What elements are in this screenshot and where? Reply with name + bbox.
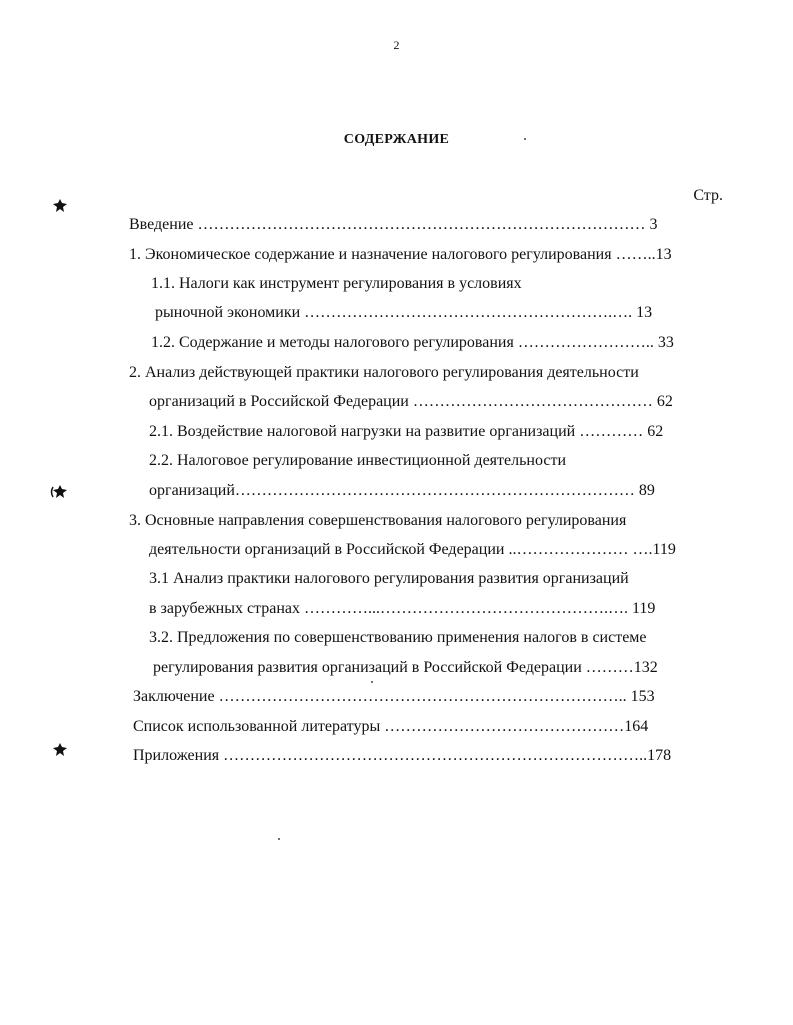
toc-entry: 1. Экономическое содержание и назначение налогового регулирования ……..13 <box>129 246 672 263</box>
toc-entry: организаций в Российской Федерации ……………………………………… 62 <box>149 393 673 410</box>
page-column-label: Стр. <box>693 187 723 204</box>
page-number: 2 <box>393 38 400 52</box>
toc-entry: Список использованной литературы ………………………………………164 <box>133 718 649 735</box>
punch-mark-icon <box>50 484 68 500</box>
punch-mark-icon <box>52 198 68 214</box>
toc-entry: организаций………………………………………………………………… 89 <box>149 482 655 499</box>
scan-speck <box>278 838 280 840</box>
scan-speck <box>371 681 373 683</box>
toc-entry: 3. Основные направления совершенствования налогового регулирования <box>129 512 627 529</box>
page-title: СОДЕРЖАНИЕ <box>343 132 450 147</box>
toc-entry: 2.2. Налоговое регулирование инвестиционной деятельности <box>149 452 567 469</box>
toc-entry: 1.1. Налоги как инструмент регулирования в условиях <box>151 275 522 292</box>
toc-entry: в зарубежных странах …………...…………………………………….…. 119 <box>149 600 656 617</box>
toc-entry: 3.1 Анализ практики налогового регулирования развития организаций <box>149 570 629 587</box>
scan-speck <box>524 138 526 140</box>
toc-entry: 2.1. Воздействие налоговой нагрузки на развитие организаций ………… 62 <box>149 423 664 440</box>
toc-entry: рыночной экономики ………………………………………………….…. 13 <box>155 304 653 321</box>
toc-entry: Приложения ……………………………………………………………………..178 <box>133 747 672 764</box>
toc-entry: 1.2. Содержание и методы налогового регулирования …………………….. 33 <box>151 334 674 351</box>
toc-entry: деятельности организаций в Российской Федерации ..………………… ….119 <box>149 541 676 558</box>
toc-entry: Заключение ………………………………………………………………….. 153 <box>133 688 655 705</box>
punch-mark-icon <box>52 742 68 758</box>
toc-entry: Введение ………………………………………………………………………… 3 <box>129 216 658 233</box>
toc-entry: 2. Анализ действующей практики налогового регулирования деятельности <box>129 364 639 381</box>
toc-entry: 3.2. Предложения по совершенствованию применения налогов в системе <box>149 629 647 646</box>
toc-entry: регулирования развития организаций в Российской Федерации ………132 <box>153 659 658 676</box>
